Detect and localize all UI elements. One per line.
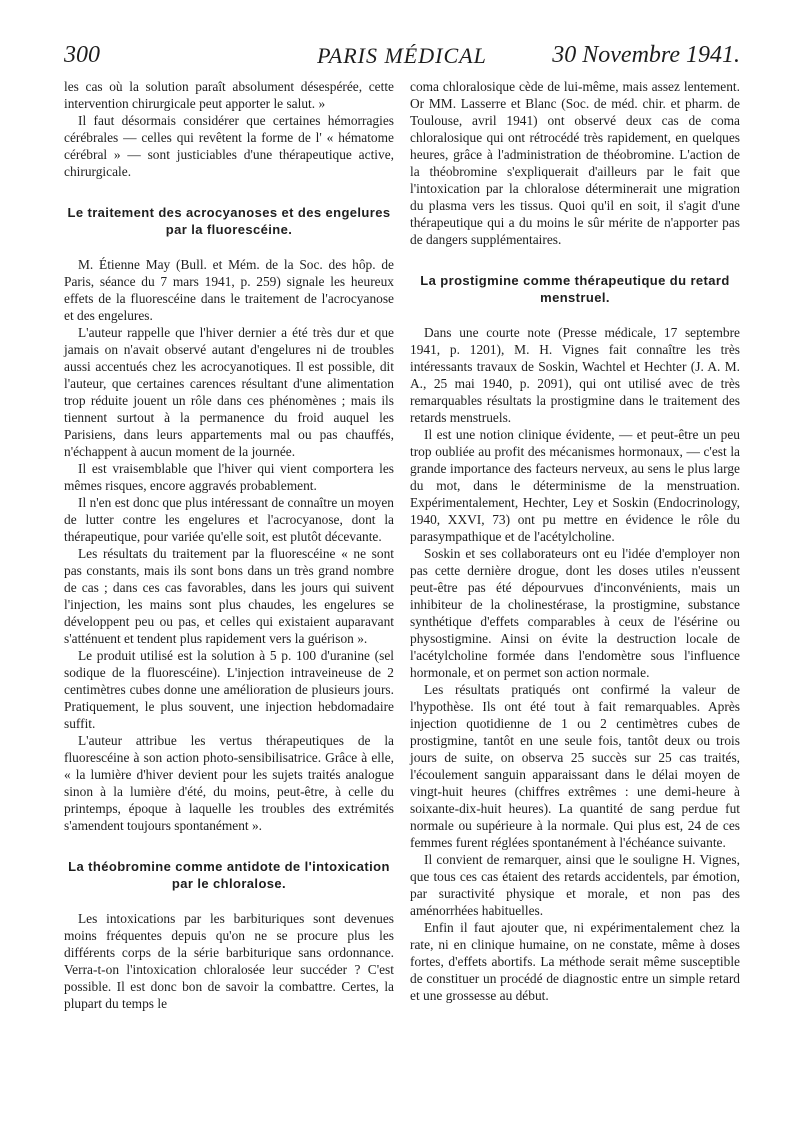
section-heading-prostigmine: La prostigmine comme thérapeutique du retard menstruel. [420, 273, 730, 305]
paragraph: les cas où la solution paraît absolument désespérée, cette intervention chirurgicale peut apporter le salut. » [64, 79, 394, 111]
paragraph: M. Étienne May (Bull. et Mém. de la Soc. des hôp. de Paris, séance du 7 mars 1941, p. 259) signale les heureux effets de la fluorescéine dans le traitement de l'acrocyanose et des engelures. [64, 257, 394, 323]
paragraph: Les intoxications par les barbituriques sont devenues moins fréquentes depuis qu'on ne se procure plus les différents corps de la série barbiturique sans ordonnance. Verra-t-on l'intoxication chloralosée leur succéder ? C'est possible. Il est donc bon de savoir la combattre. Certes, la plupart du temps le [64, 911, 394, 1011]
paragraph: L'auteur rappelle que l'hiver dernier a été très dur et que jamais on n'avait observé autant d'engelures ni de troubles aussi accentués chez les acrocyanotiques. Il est possible, dit l'auteur, que certaines carences résultant d'une alimentation trop réduite jouent un rôle dans ces phénomènes ; mais ils tiennent surtout à la permanence du froid auquel les Parisiens, dans leurs appartements mal ou pas chauffés, n'échappent à aucun moment de la journée. [64, 325, 394, 459]
page-header [64, 42, 740, 72]
paragraph: Il faut désormais considérer que certaines hémorragies cérébrales — celles qui revêtent la forme de l' « hématome cérébral » — sont justiciables d'une thérapeutique active, chirurgicale. [64, 113, 394, 179]
paragraph: Les résultats pratiqués ont confirmé la valeur de l'hypothèse. Ils ont été tout à fait remarquables. Après injection quotidienne de 1 ou 2 centimètres cubes de prostigmine, tantôt en une seule fois, tantôt deux ou trois jours de suite, on observa 25 succès sur 25 cas traités, l'écoulement sanguin apparaissant dans le délai moyen de vingt-huit heures (chiffres extrêmes : une demi-heure à soixante-dix-huit heures). La quantité de sang perdue fut normale ou supérieure à la normale. Qui plus est, 24 de ces femmes furent réglées spontanément à l'échéance suivante. [410, 682, 740, 850]
page-number: 300 [64, 42, 100, 68]
paragraph: Enfin il faut ajouter que, ni expérimentalement chez la rate, ni en clinique humaine, on ne constate, même à doses fortes, d'effets abortifs. La méthode serait même susceptible de constituer un procédé de diagnostic entre un simple retard et une grossesse au début. [410, 920, 740, 1003]
left-column [64, 78, 394, 1012]
paragraph: Il est vraisemblable que l'hiver qui vient comportera les mêmes risques, encore aggravés probablement. [64, 461, 394, 493]
paragraph: Soskin et ses collaborateurs ont eu l'idée d'employer non pas cette dernière drogue, dont les doses utiles n'eussent peut-être pas été dépourvues d'inconvénients, mais un inhibiteur de la cholinestérase, la prostigmine, substance synthétique d'effets comparables à ceux de l'ésérine ou physostigmine. Ainsi on évite la destruction locale de l'acétylcholine formée dans l'endomètre sous l'influence hormonale, et on permet son action normale. [410, 546, 740, 680]
paragraph: Dans une courte note (Presse médicale, 17 septembre 1941, p. 1201), M. H. Vignes fait connaître les très intéressants travaux de Soskin, Wachtel et Hechter (J. A. M. A., 25 mai 1940, p. 2091), qui ont utilisé avec de très remarquables résultats la prostigmine dans le traitement des retards menstruels. [410, 325, 740, 425]
paragraph: Il n'en est donc que plus intéressant de connaître un moyen de lutter contre les engelures et l'acrocyanose, dont la thérapeutique, pour variée qu'elle soit, est plutôt décevante. [64, 495, 394, 544]
paragraph: coma chloralosique cède de lui-même, mais assez lentement. Or MM. Lasserre et Blanc (Soc. de méd. chir. et pharm. de Toulouse, avril 1941) ont observé deux cas de coma chloralosique qui ont rétrocédé très rapidement, en quelques heures, grâce à l'administration de théobromine. L'action de la théobromine s'expliquerait d'ailleurs par le fait que l'intoxication par la chloralose déterminerait une migration du plasma vers les tissus. Quoi qu'il en soit, il s'agit d'une thérapeutique qui a du moins le sûr mérite de n'apporter pas de dangers supplémentaires. [410, 79, 740, 247]
paragraph: Il convient de remarquer, ainsi que le souligne H. Vignes, que tous ces cas étaient des retards accidentels, par émotion, par suractivité physique et morale, et non pas des aménorrhées habituelles. [410, 852, 740, 918]
paragraph: Le produit utilisé est la solution à 5 p. 100 d'uranine (sel sodique de la fluorescéine). L'injection intraveineuse de 2 centimètres cubes donne une amélioration de plusieurs jours. Pratiquement, le plus souvent, une injection hebdomadaire suffit. [64, 648, 394, 731]
section-heading-fluoresceine: Le traitement des acrocyanoses et des engelures par la fluorescéine. [67, 205, 391, 237]
journal-title: PARIS MÉDICAL [317, 43, 487, 68]
section-heading-theobromine: La théobromine comme antidote de l'intoxication par le chloralose. [68, 859, 390, 891]
paragraph: Il est une notion clinique évidente, — et peut-être un peu trop oubliée au profit des mécanismes hormonaux, — c'est la grande importance des facteurs nerveux, au sens le plus large du mot, dans le déterminisme de la menstruation. Expérimentalement, Hechter, Ley et Soskin (Endocrinology, 1940, XXVI, 73) ont pu mettre en évidence le rôle du parasympathique et de l'acétylcholine. [410, 427, 740, 544]
right-column [410, 78, 740, 1004]
issue-date: 30 Novembre 1941. [552, 42, 740, 68]
paragraph: Les résultats du traitement par la fluorescéine « ne sont pas constants, mais ils sont bons dans un très grand nombre de cas ; dans ces cas favorables, dans les jours qui suivent l'injection, les mains sont plus chaudes, les engelures se développent peu ou pas, et celles qui existaient auparavant s'atténuent et tendent plus rapidement vers la guérison ». [64, 546, 394, 646]
paragraph: L'auteur attribue les vertus thérapeutiques de la fluorescéine à son action photo-sensibilisatrice. Grâce à elle, « la lumière d'hiver devient pour les sujets traités analogue sinon à la lumière d'été, du moins, peut-être, à celle du printemps, époque à laquelle les troubles des extrémités s'amendent toujours spontanément ». [64, 733, 394, 833]
